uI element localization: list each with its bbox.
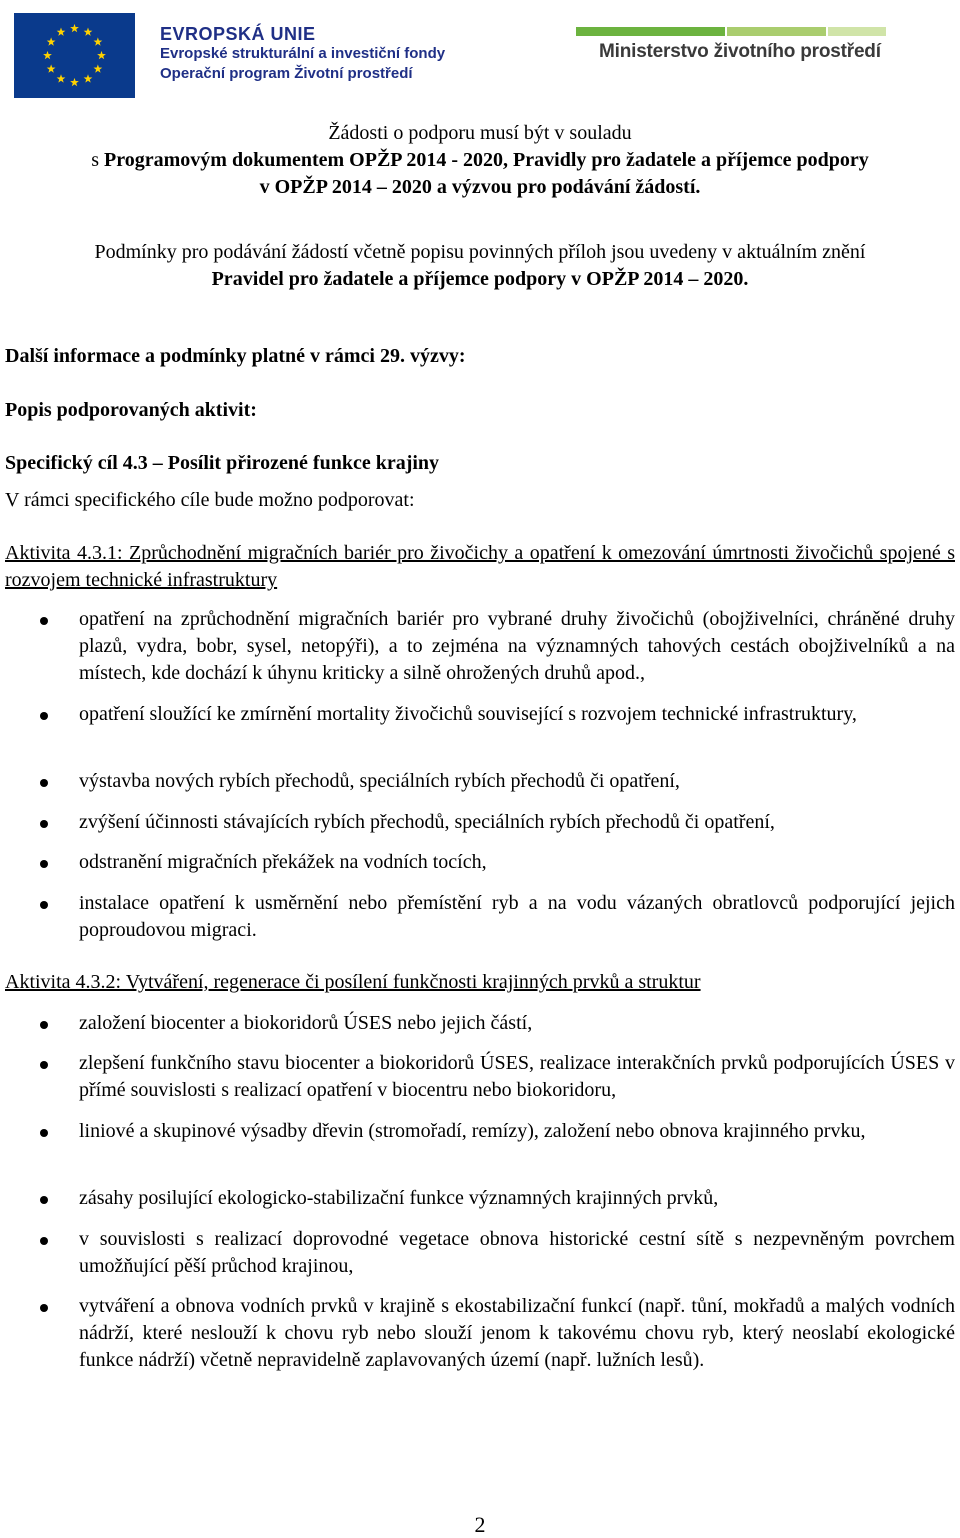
list-item-text: zlepšení funkčního stavu biocenter a biokoridorů ÚSES, realizace interakčních prvků podporujících ÚSES v přímé souvislosti s realizací opatření v biocentru nebo biokoridoru, <box>79 1052 955 1101</box>
list-item-text: zvýšení účinnosti stávajících rybích přechodů, speciálních rybích přechodů či opatření, <box>79 811 775 833</box>
bullet-icon <box>40 1021 48 1029</box>
list-item-text: liniové a skupinové výsadby dřevin (stromořadí, remízy), založení nebo obnova krajinného prvku, <box>79 1120 866 1142</box>
conditions-line-1: Podmínky pro podávání žádostí včetně popisu povinných příloh jsou uvedeny v aktuálním znění <box>94 241 866 263</box>
eu-logo-text <box>160 24 445 84</box>
list-item <box>0 701 960 728</box>
bullet-icon <box>40 617 48 625</box>
list-item <box>0 1293 960 1374</box>
bullet-icon <box>40 1237 48 1245</box>
list-item <box>0 1118 960 1145</box>
list-item-text: opatření na zprůchodnění migračních bariér pro vybrané druhy živočichů (obojživelníci, chráněné druhy plazů, vydra, bobr, sysel, netopýři), a to zejména na významných tahových cestách obojživelníků a na místech, kde dochází k úhynu kriticky a silně ohrožených druhů apod., <box>79 608 955 684</box>
eu-flag-logo <box>14 13 135 98</box>
conditions-block <box>0 239 960 293</box>
list-item <box>0 1010 960 1037</box>
list-item-text: odstranění migračních překážek na vodních tocích, <box>79 851 487 873</box>
intro-line-2 <box>0 147 960 174</box>
list-item <box>0 849 960 876</box>
activity-4-3-2-title: Aktivita 4.3.2: Vytváření, regenerace či posílení funkčnosti krajinných prvků a struktur <box>5 971 701 993</box>
ministry-name: Ministerstvo životního prostředí <box>599 41 881 62</box>
intro-block <box>0 120 960 201</box>
ministry-logo-bars <box>576 27 886 36</box>
further-info-heading: Další informace a podmínky platné v rámci 29. výzvy: <box>5 345 466 367</box>
within-goal-text: V rámci specifického cíle bude možno podporovat: <box>5 489 415 511</box>
bullet-icon <box>40 779 48 787</box>
intro-line-2-bold: Programovým dokumentem OPŽP 2014 - 2020, Pravidly pro žadatele a příjemce podpory <box>104 149 869 171</box>
bullet-icon <box>40 1129 48 1137</box>
list-item <box>0 1226 960 1280</box>
list-item <box>0 809 960 836</box>
bullet-icon <box>40 820 48 828</box>
list-item-text: založení biocenter a biokoridorů ÚSES nebo jejich částí, <box>79 1012 533 1034</box>
list-item <box>0 890 960 944</box>
list-item-text: v souvislosti s realizací doprovodné vegetace obnova historické cestní sítě s nezpevněným povrchem umožňující pěší průchod krajinou, <box>79 1228 955 1277</box>
intro-line-3: v OPŽP 2014 – 2020 a výzvou pro podávání žádostí. <box>259 176 701 198</box>
bullet-icon <box>40 1196 48 1204</box>
ministry-logo <box>576 27 886 63</box>
list-item-text: vytváření a obnova vodních prvků v krajině s ekostabilizační funkcí (např. tůní, mokřadů a malých vodních nádrží, které neslouží k chovu ryb nebo slouží jenom k takovému chovu ryb, který neoslabí ekologické funkce nádrží) včetně nepravidelně zaplavovaných území (např. lužních lesů). <box>79 1295 955 1371</box>
activity-4-3-1-title: Aktivita 4.3.1: Zprůchodnění migračních bariér pro živočichy a opatření k omezování úmrtnosti živočichů spojené s rozvojem technické infrastruktury <box>5 542 955 591</box>
list-item <box>0 768 960 795</box>
eu-title: EVROPSKÁ UNIE <box>160 24 316 44</box>
eu-funds-line: Evropské strukturální a investiční fondy <box>160 45 446 62</box>
ministry-bar <box>727 27 826 36</box>
eu-programme-line: Operační program Životní prostředí <box>160 65 413 82</box>
intro-line-2-prefix: s <box>91 149 105 171</box>
bullet-icon <box>40 1061 48 1069</box>
bullet-icon <box>40 712 48 720</box>
list-item-text: výstavba nových rybích přechodů, speciálních rybích přechodů či opatření, <box>79 770 680 792</box>
bullet-icon <box>40 860 48 868</box>
list-item <box>0 606 960 687</box>
ministry-bar <box>576 27 725 36</box>
page-header <box>0 0 960 110</box>
conditions-line-2: Pravidel pro žadatele a příjemce podpory v OPŽP 2014 – 2020. <box>211 268 749 290</box>
list-item-text: instalace opatření k usměrnění nebo přemístění ryb a na vodu vázaných obratlovců podporující jejich poproudovou migraci. <box>79 892 955 941</box>
bullet-icon <box>40 901 48 909</box>
bullet-icon <box>40 1304 48 1312</box>
specific-goal-heading: Specifický cíl 4.3 – Posílit přirozené funkce krajiny <box>5 452 440 474</box>
list-item <box>0 1185 960 1212</box>
intro-line-1: Žádosti o podporu musí být v souladu <box>328 122 632 144</box>
list-item-text: zásahy posilující ekologicko-stabilizační funkce významných krajinných prvků, <box>79 1187 719 1209</box>
ministry-bar <box>828 27 886 36</box>
list-item-text: opatření sloužící ke zmírnění mortality živočichů související s rozvojem technické infrastruktury, <box>79 703 857 725</box>
page-number: 2 <box>474 1512 486 1537</box>
list-item <box>0 1050 960 1104</box>
activities-description-heading: Popis podporovaných aktivit: <box>5 399 257 421</box>
